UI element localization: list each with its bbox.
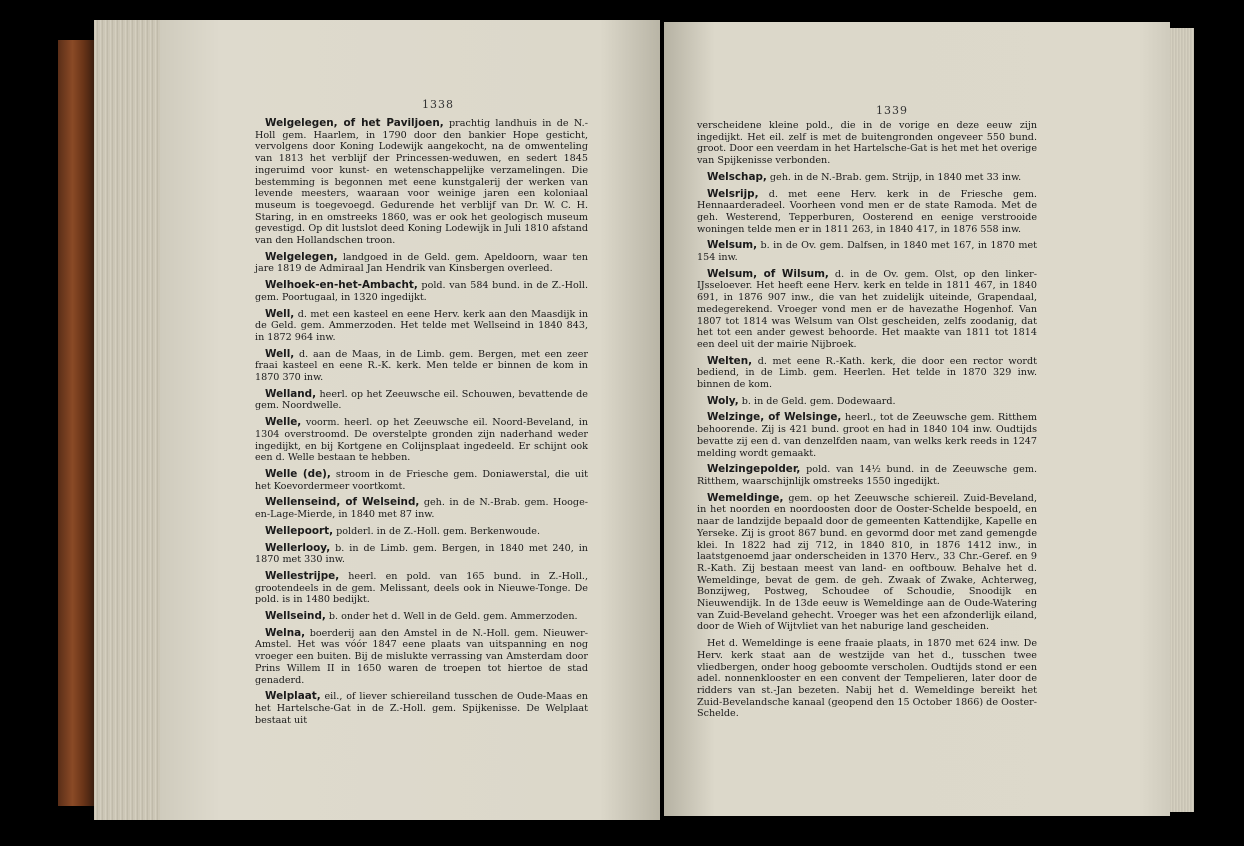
entry-body: geh. in de N.-Brab. gem. Strijp, in 1840 met 33 inw. — [766, 171, 1022, 183]
entry-body: stroom in de Friesche gem. Doniawerstal, die uit het Koevordermeer voortkomt. — [255, 468, 588, 492]
dictionary-entry — [697, 240, 1037, 263]
entry-body: d. met eene R.-Kath. kerk, die door een rector wordt bediend, in de Limb. gem. Heerlen. Het telde in 1870 329 inw. binnen de kom. — [697, 355, 1037, 391]
dictionary-entry — [255, 349, 588, 384]
entry-body: d. in de Ov. gem. Olst, op den linker-IJsseloever. Het heeft eene Herv. kerk en telde in 1811 467, in 1840 691, in 1876 907 inw., die van het zuidelijk uiteinde, Grapendaal, medegerekend. Vroeger vond men er de havezathe Hogenhof. Van 1807 tot 1814 was Welsum van Olst gescheiden, zelfs zoodanig, dat het tot een ander gewest behoorde. Het maakte van 1811 tot 1814 een deel uit der mairie Nijbroek. — [697, 268, 1038, 350]
entry-body: d. aan de Maas, in de Limb. gem. Bergen, met een zeer fraai kasteel en eene R.-K. kerk. Men telde er binnen de kom in 1870 370 inw. — [255, 348, 588, 384]
dictionary-entry — [255, 118, 588, 247]
entry-body: b. in de Ov. gem. Dalfsen, in 1840 met 167, in 1870 met 154 inw. — [697, 240, 1037, 264]
entry-headword: Welgelegen, — [265, 250, 338, 263]
entry-body: gem. op het Zeeuwsche schiereil. Zuid-Beveland, in het noorden en noordoosten door de Ooster-Schelde bespoeld, en naar de landzijde bepaald door de gemeenten Kattendijke, Kapelle en Yerseke. Zij is groot 867 bund. en gevormd door met zand gemengde klei. In 1822 had zij 712, in 1840 810, in 1876 1412 inw., in laatstgenoemd jaar onderscheiden in 1370 Herv., 33 Chr.-Geref. en 9 R.-Kath. Zij bestaan meest van land- en ooftbouw. Behalve het d. Wemeldinge, bevat de gem. de geh. Zwaak of Zwake, Achterweg, Bonzijweg, Postweg, Schoudee of Schoudie, Snoodijk en Nieuwendijk. In de 13de eeuw is Wemeldinge aan de Oude-Watering van Zuid-Beveland gehecht. Vroeger was het een afzonderlijk eiland, door de Wieh of Wijtvliet van het naburige land gescheiden. — [697, 492, 1037, 633]
entry-headword: Welten, — [707, 354, 753, 367]
entry-headword: Welhoek-en-het-Ambacht, — [265, 279, 418, 292]
entry-headword: Welland, — [265, 387, 317, 400]
book-spine — [58, 40, 94, 806]
entry-headword: Welgelegen, of het Paviljoen, — [265, 117, 444, 129]
page-edges-right — [1170, 28, 1194, 812]
dictionary-entry — [697, 356, 1037, 391]
entry-headword: Wellenseind, of Welseind, — [265, 496, 420, 509]
right-page-text — [697, 120, 1037, 725]
dictionary-entry — [255, 543, 588, 566]
dictionary-entry — [697, 638, 1037, 720]
entry-headword: Welsum, — [707, 239, 758, 252]
entry-headword: Well, — [265, 347, 295, 360]
entry-headword: Welzingepolder, — [707, 463, 801, 476]
entry-headword: Welsum, of Wilsum, — [707, 267, 829, 280]
entry-headword: Wellepoort, — [265, 524, 334, 537]
entry-body: voorm. heerl. op het Zeeuwsche eil. Noord-Beveland, in 1304 overstroomd. De overstelpte gronden zijn naderhand weder ingedijkt, en bij Kortgene en Colijnsplaat ingedeeld. Er schijnt ook een d. Welle bestaan te hebben. — [255, 417, 588, 464]
dictionary-entry — [255, 526, 588, 538]
page-number: 1339 — [876, 104, 908, 117]
entry-headword: Welschap, — [707, 170, 767, 183]
entry-body: Het d. Wemeldinge is eene fraaie plaats, in 1870 met 624 inw. De Herv. kerk staat aan de westzijde van het d., tusschen twee vliedbergen, onder hoog geboomte verscholen. Oudtijds stond er een adel. nonnenklooster en een convent der Tempelieren, later door de ridders van st.-Jan bezeten. Nabij het d. Wemeldinge bereikt het Zuid-Bevelandsche kanaal (geopend den 15 October 1866) de Ooster-Schelde. — [697, 638, 1037, 720]
dictionary-entry — [697, 396, 1037, 408]
dictionary-entry — [255, 628, 588, 687]
dictionary-entry — [255, 611, 588, 623]
dictionary-entry — [255, 469, 588, 492]
dictionary-entry — [255, 252, 588, 275]
dictionary-entry — [697, 464, 1037, 487]
entry-body: d. met een kasteel en eene Herv. kerk aan den Maasdijk in de Geld. gem. Ammerzoden. Het telde met Wellseind in 1840 843, in 1872 964 inw. — [255, 308, 588, 343]
entry-headword: Wemeldinge, — [707, 491, 784, 504]
entry-headword: Well, — [265, 307, 295, 320]
entry-body: d. met eene Herv. kerk in de Friesche gem. Hennaarderadeel. Voorheen vond men er de state Ramoda. Met de geh. Westerend, Tepperburen, Oosterend en eenige verstrooide woningen telde men er in 1811 263, in 1840 417, in 1876 558 inw. — [697, 188, 1037, 235]
dictionary-entry — [255, 571, 588, 606]
entry-body: geh. in de N.-Brab. gem. Hooge-en-Lage-Mierde, in 1840 met 87 inw. — [255, 497, 588, 521]
left-page — [160, 20, 660, 820]
entry-headword: Woly, — [707, 394, 739, 407]
entry-continuation: verscheidene kleine pold., die in de vorige en deze eeuw zijn ingedijkt. Het eil. zelf is met de buitengronden ongeveer 550 bund. groot. Door een veerdam in het Hartelsche-Gat is het met het overige van Spijkenisse verbonden. — [697, 120, 1037, 167]
entry-headword: Wellestrijpe, — [265, 569, 340, 582]
right-page — [664, 22, 1170, 816]
dictionary-entry — [255, 497, 588, 520]
dictionary-entry — [255, 389, 588, 412]
dictionary-entry — [697, 269, 1037, 351]
dictionary-entry — [697, 189, 1037, 236]
entry-body: b. in de Geld. gem. Dodewaard. — [738, 395, 896, 407]
entry-headword: Welle (de), — [265, 467, 331, 480]
entry-body: heerl., tot de Zeeuwsche gem. Ritthem behoorende. Zij is 421 bund. groot en had in 1840 104 inw. Oudtijds bevatte zij een d. van denzelfden naam, van welks kerk reeds in 1247 melding wordt gemaakt. — [697, 412, 1037, 459]
entry-headword: Welle, — [265, 416, 302, 429]
left-page-text — [255, 118, 588, 731]
dictionary-entry — [255, 417, 588, 464]
entry-body: prachtig landhuis in de N.-Holl gem. Haarlem, in 1790 door den bankier Hope gesticht, vervolgens door Koning Lodewijk aangekocht, na de omwenteling van 1813 het verblijf der Princessen-weduwen, en sedert 1845 ingeruimd voor kunst- en wetenschappelijke verzamelingen. Die bestemming is begonnen met eene kunstgalerij der werken van levende meesters, waaraan voor weinige jaren een koloniaal museum is toegevoegd. Gedurende het verblijf van Dr. W. C. H. Staring, in en omstreeks 1860, was er ook het geologisch museum gevestigd. Op dit lustslot deed Koning Lodewijk in Juli 1810 afstand van den Hollandschen troon. — [255, 118, 588, 247]
entry-body: eil., of liever schiereiland tusschen de Oude-Maas en het Hartelsche-Gat in de Z.-Holl. gem. Spijkenisse. De Welplaat bestaat uit — [255, 691, 588, 726]
entry-body: heerl. op het Zeeuwsche eil. Schouwen, bevattende de gem. Noordwelle. — [255, 388, 588, 412]
dictionary-entry — [255, 280, 588, 303]
entry-headword: Welna, — [265, 626, 306, 639]
entry-headword: Wellseind, — [265, 610, 326, 623]
entry-headword: Welsrijp, — [707, 187, 759, 200]
page-number: 1338 — [422, 98, 454, 111]
dictionary-entry — [255, 309, 588, 344]
page-edges-left — [94, 20, 160, 820]
dictionary-entry — [697, 172, 1037, 184]
dictionary-entry — [255, 691, 588, 726]
entry-body: heerl. en pold. van 165 bund. in Z.-Holl., grootendeels in de gem. Melissant, deels ook in Nieuwe-Tonge. De pold. is in 1480 bedijkt. — [255, 570, 588, 606]
entry-body: landgoed in de Geld. gem. Apeldoorn, waar ten jare 1819 de Admiraal Jan Hendrik van Kinsbergen overleed. — [255, 251, 588, 275]
entry-body: pold. van 584 bund. in de Z.-Holl. gem. Poortugaal, in 1320 ingedijkt. — [255, 280, 588, 303]
dictionary-entry — [697, 493, 1037, 633]
entry-headword: Welzinge, of Welsinge, — [707, 411, 842, 424]
entry-body: pold. van 14½ bund. in de Zeeuwsche gem. Ritthem, waarschijnlijk omstreeks 1550 ingedijkt. — [697, 464, 1037, 487]
entry-body: polderl. in de Z.-Holl. gem. Berkenwoude. — [333, 525, 541, 537]
entry-headword: Wellerlooy, — [265, 541, 331, 554]
entry-body: b. onder het d. Well in de Geld. gem. Ammerzoden. — [325, 611, 578, 623]
entry-body: boerderij aan den Amstel in de N.-Holl. gem. Nieuwer-Amstel. Het was vóór 1847 eene plaats van uitspanning en nog vroeger een buiten. Bij de mislukte verrassing van Amsterdam door Prins Willem II in 1650 waren de troepen tot hiertoe de stad genaderd. — [255, 627, 588, 686]
dictionary-entry — [697, 412, 1037, 459]
entry-headword: Welplaat, — [265, 690, 321, 703]
entry-body: b. in de Limb. gem. Bergen, in 1840 met 240, in 1870 met 330 inw. — [255, 542, 588, 566]
